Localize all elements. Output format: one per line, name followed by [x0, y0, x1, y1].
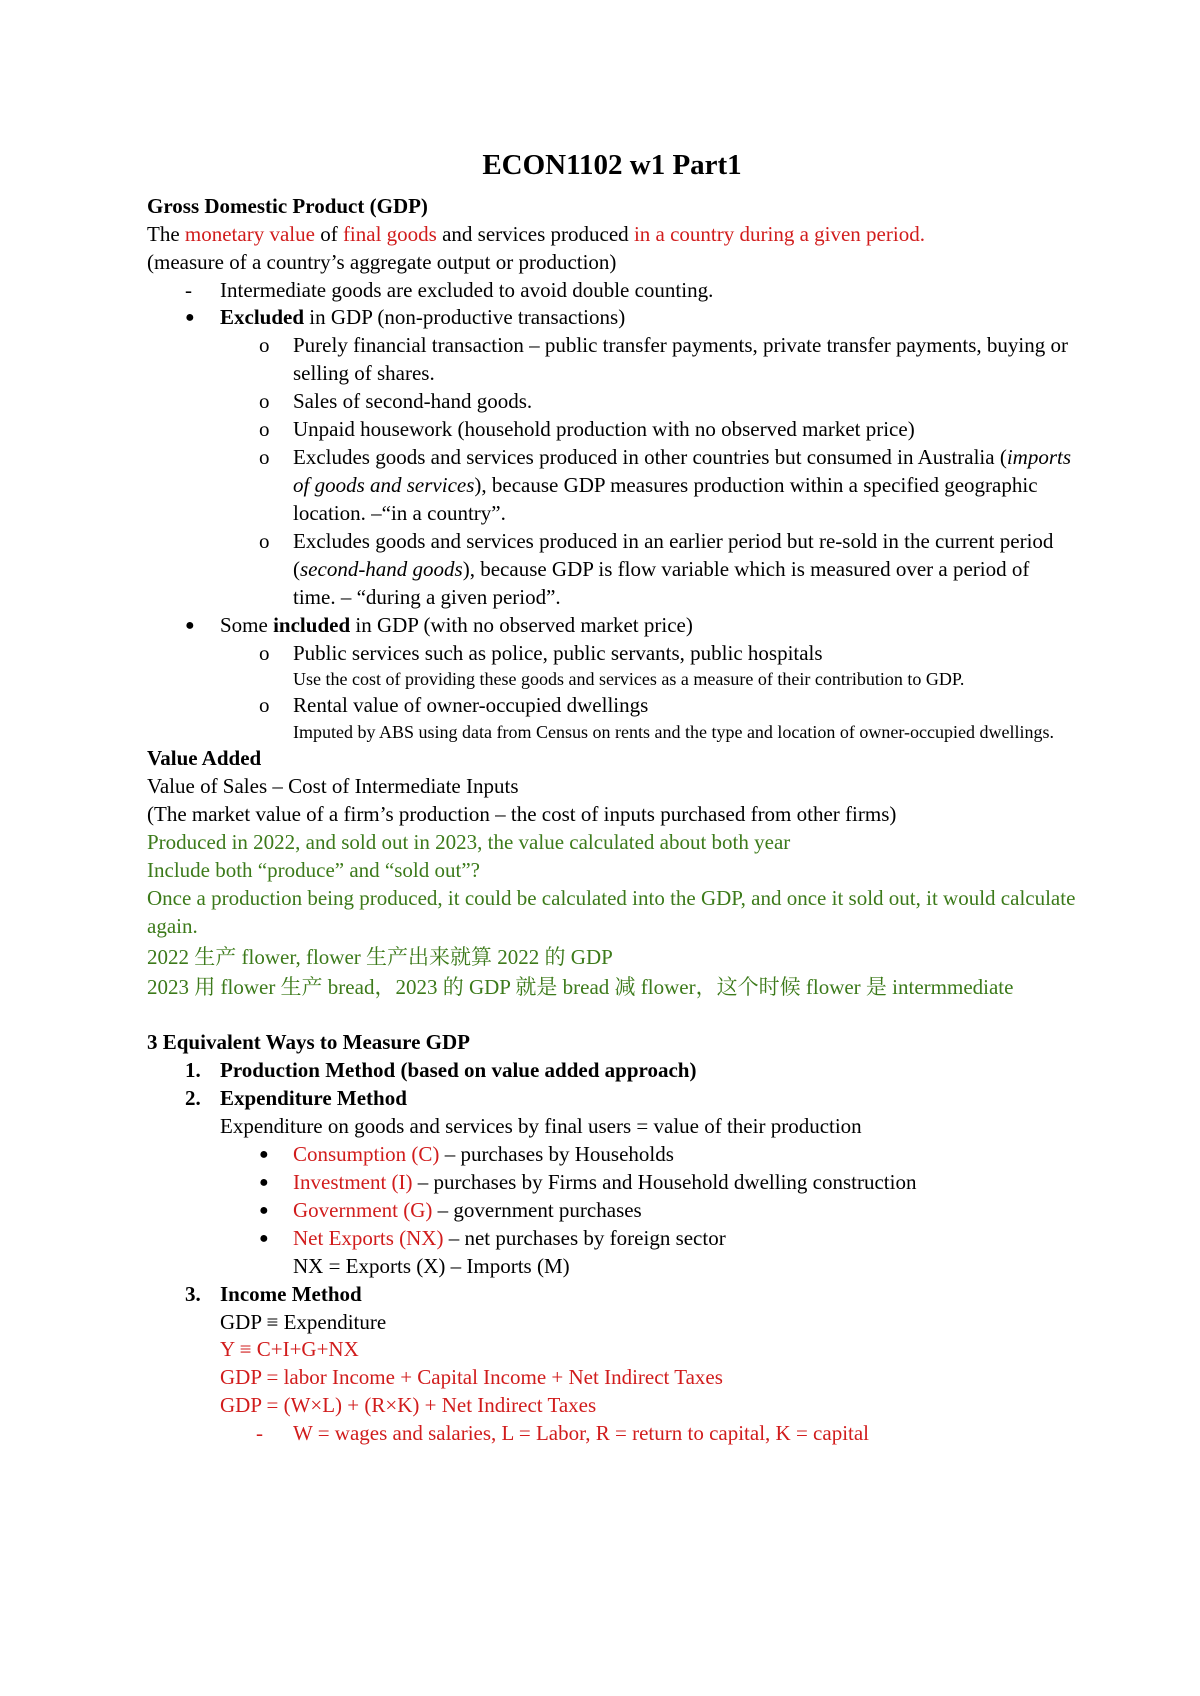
method-title: Income Method	[220, 1281, 362, 1306]
circle-marker: o	[259, 417, 270, 442]
circle-marker: o	[259, 640, 270, 665]
green-note: Once a production being produced, it could be calculated into the GDP, and once it sold out, it would calculate again.	[147, 885, 1076, 938]
method-description: Expenditure on goods and services by final users = value of their production	[220, 1114, 862, 1139]
list-item-rental	[147, 692, 1077, 745]
dash-marker: -	[185, 277, 192, 302]
item-text: Rental value of owner-occupied dwellings	[293, 693, 649, 718]
spacer	[147, 1002, 1077, 1029]
value-added-heading: Value Added	[147, 746, 262, 771]
circle-marker: o	[259, 693, 270, 718]
item-text: Purely financial transaction – public transfer payments, private transfer payments, buying or selling of shares.	[293, 333, 1069, 386]
component-label: Net Exports (NX)	[293, 1225, 444, 1250]
bullet-marker: ●	[259, 1201, 269, 1219]
component-text: – government purchases	[432, 1197, 642, 1222]
highlight-country-period: in a country during a given period.	[633, 221, 925, 246]
equation-y: Y ≡ C+I+G+NX	[220, 1337, 359, 1362]
excluded-label: Excluded	[220, 305, 305, 330]
bullet-marker: ●	[185, 616, 195, 634]
dash-marker: -	[256, 1421, 263, 1446]
item-text: Public services such as police, public servants, public hospitals	[293, 640, 823, 665]
component-investment	[147, 1169, 1077, 1197]
green-note: 2023 用 flower 生产 bread，2023 的 GDP 就是 bread 减 flower，这个时候 flower 是 intermmediate	[147, 975, 1014, 1000]
value-added-description: (The market value of a firm’s production – the cost of inputs purchased from other firms)	[147, 801, 897, 826]
component-label: Consumption (C)	[293, 1142, 440, 1167]
component-text: – purchases by Firms and Household dwelling construction	[412, 1169, 917, 1194]
highlight-final-goods: final goods	[342, 221, 437, 246]
highlight-monetary-value: monetary value	[184, 221, 315, 246]
gdp-heading: Gross Domestic Product (GDP)	[147, 193, 428, 218]
item-note: Use the cost of providing these goods and services as a measure of their contribution to GDP.	[293, 669, 965, 690]
circle-marker: o	[259, 333, 270, 358]
item-text: Excludes goods and services produced in an earlier period but re-sold in the current period (	[293, 528, 1054, 581]
list-item-financial	[147, 332, 1077, 388]
list-item-public-services	[147, 640, 1077, 693]
component-label: Investment (I)	[293, 1169, 413, 1194]
green-note: Include both “produce” and “sold out”?	[147, 857, 480, 882]
component-net-exports	[147, 1225, 1077, 1281]
method-income	[147, 1281, 1077, 1421]
item-note: Imputed by ABS using data from Census on rents and the type and location of owner-occupied dwellings.	[293, 722, 1054, 743]
bullet-marker: ●	[259, 1146, 269, 1164]
list-item-excluded	[147, 304, 1077, 332]
green-note: Produced in 2022, and sold out in 2023, the value calculated about both year	[147, 829, 791, 854]
item-text: Intermediate goods are excluded to avoid double counting.	[220, 277, 714, 302]
value-added-formula: Value of Sales – Cost of Intermediate Inputs	[147, 773, 519, 798]
list-item-imports	[147, 444, 1077, 528]
bullet-marker: ●	[259, 1229, 269, 1247]
page-title: ECON1102 w1 Part1	[482, 149, 742, 181]
method-expenditure	[147, 1085, 1077, 1141]
included-label: included	[273, 612, 351, 637]
component-text: – purchases by Households	[439, 1142, 674, 1167]
item-text: ), because GDP is flow variable which is measured over a period of time. – “during a given period”.	[293, 556, 1030, 609]
circle-marker: o	[259, 389, 270, 414]
document-content	[147, 148, 1077, 1448]
item-text: Sales of second-hand goods.	[293, 389, 533, 414]
gdp-measure-note: (measure of a country’s aggregate output or production)	[147, 249, 617, 274]
circle-marker: o	[259, 528, 270, 553]
three-ways-heading: 3 Equivalent Ways to Measure GDP	[147, 1030, 470, 1055]
list-item-included	[147, 612, 1077, 640]
number-marker: 1.	[185, 1058, 201, 1083]
component-government	[147, 1197, 1077, 1225]
gdp-definition	[147, 221, 1077, 249]
bullet-marker: ●	[185, 309, 195, 327]
equation-wl-rk: GDP = (W×L) + (R×K) + Net Indirect Taxes	[220, 1393, 597, 1418]
list-item-intermediate	[147, 277, 1077, 305]
definition-text: W = wages and salaries, L = Labor, R = return to capital, K = capital	[293, 1421, 870, 1446]
item-text: Some	[220, 612, 274, 637]
item-text: Excludes goods and services produced in other countries but consumed in Australia (	[293, 445, 1007, 470]
method-production	[147, 1057, 1077, 1085]
number-marker: 2.	[185, 1086, 201, 1111]
equation-income: GDP = labor Income + Capital Income + Net Indirect Taxes	[220, 1365, 723, 1390]
text-run: of	[314, 221, 343, 246]
italic-term: imports of goods and services	[293, 445, 1072, 498]
circle-marker: o	[259, 445, 270, 470]
list-item-earlier-period	[147, 528, 1077, 612]
number-marker: 3.	[185, 1281, 201, 1306]
component-label: Government (G)	[293, 1197, 433, 1222]
italic-term: second-hand goods	[300, 556, 463, 581]
item-text: in GDP (non-productive transactions)	[304, 305, 626, 330]
list-item-housework	[147, 416, 1077, 444]
text-run: and services produced	[436, 221, 634, 246]
text-run: The	[147, 221, 185, 246]
bullet-marker: ●	[259, 1173, 269, 1191]
nx-equation: NX = Exports (X) – Imports (M)	[293, 1253, 570, 1278]
component-text: – net purchases by foreign sector	[443, 1225, 726, 1250]
component-consumption	[147, 1141, 1077, 1169]
equation-identity: GDP ≡ Expenditure	[220, 1309, 387, 1334]
method-title: Production Method (based on value added approach)	[220, 1058, 697, 1083]
green-note: 2022 生产 flower, flower 生产出来就算 2022 的 GDP	[147, 944, 613, 969]
item-text: in GDP (with no observed market price)	[350, 612, 693, 637]
variable-definitions	[147, 1420, 1077, 1448]
list-item-second-hand	[147, 388, 1077, 416]
item-text: ), because GDP measures production within a specified geographic location. –“in a country”.	[293, 473, 1038, 525]
method-title: Expenditure Method	[220, 1086, 407, 1111]
item-text: Unpaid housework (household production with no observed market price)	[293, 417, 915, 442]
